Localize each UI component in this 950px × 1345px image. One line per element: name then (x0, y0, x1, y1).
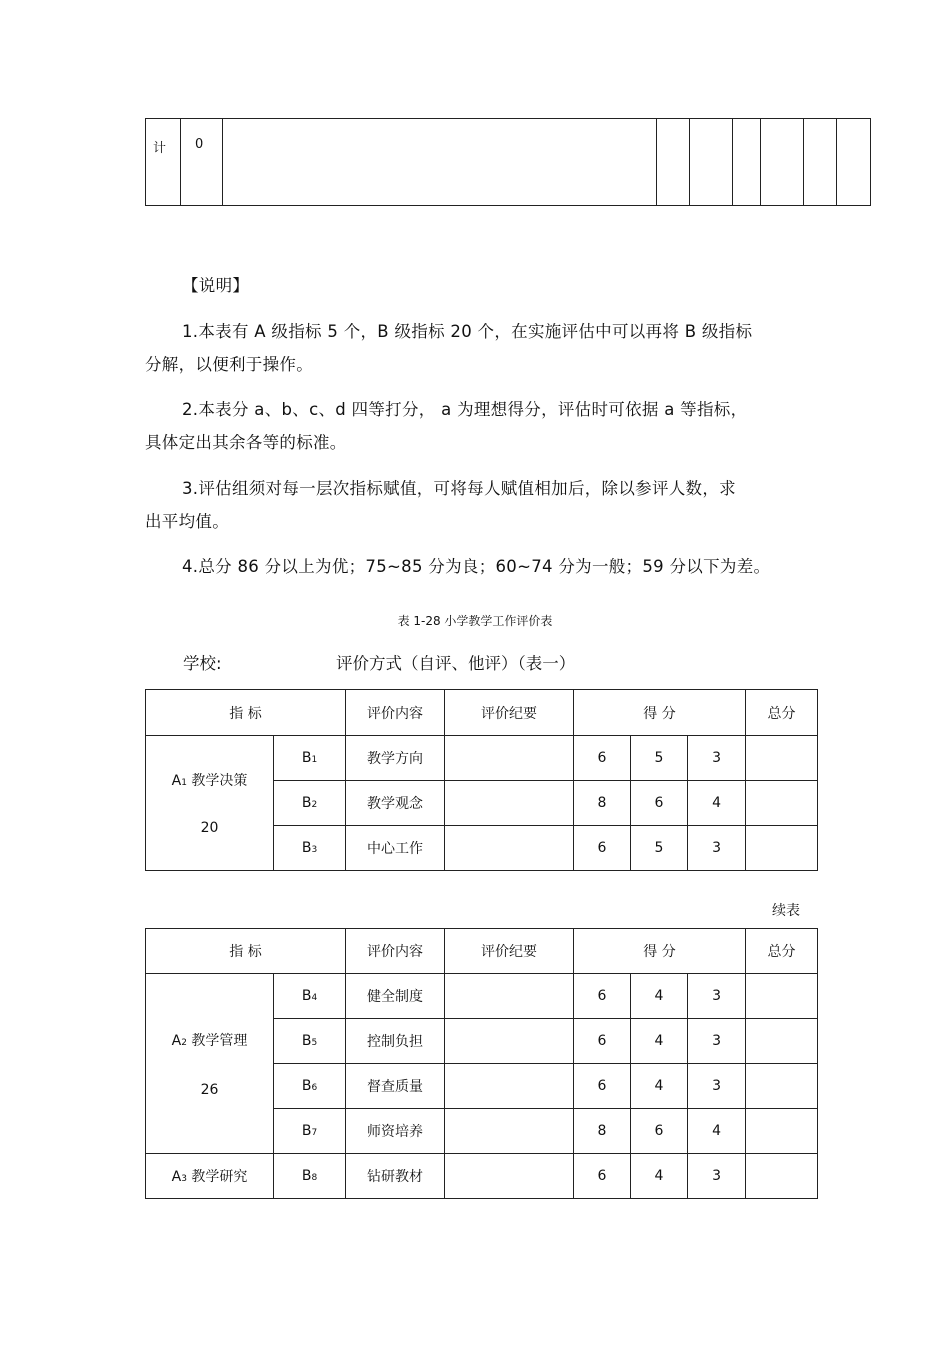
header-summary: 评价纪要 (445, 929, 574, 974)
b-indicator: B2 (274, 781, 346, 826)
header-total: 总分 (746, 690, 818, 736)
score-b: 4 (631, 1019, 688, 1064)
table-caption: 表 1-28 小学教学工作评价表 (397, 614, 553, 628)
score-a: 6 (574, 974, 631, 1019)
score-a: 6 (574, 1064, 631, 1109)
evaluation-table-2 (145, 928, 818, 1199)
evaluation-method-label: 评价方式（自评、他评）（表一） (336, 654, 576, 673)
score-b: 4 (631, 1154, 688, 1199)
total-cell (746, 1109, 818, 1154)
empty-cell (804, 119, 837, 206)
empty-cell (657, 119, 690, 206)
content-cell: 控制负担 (346, 1019, 445, 1064)
header-score: 得 分 (574, 690, 746, 736)
total-value-cell: 0 (181, 119, 223, 206)
b-indicator: B8 (274, 1154, 346, 1199)
total-cell (746, 826, 818, 871)
note-item-2: 2.本表分 a、b、c、d 四等打分， a 为理想得分，评估时可依据 a 等指标， 具体定出其余各等的标准。 (145, 400, 748, 452)
total-cell (746, 781, 818, 826)
header-total: 总分 (746, 929, 818, 974)
score-a: 6 (574, 736, 631, 781)
b-indicator: B1 (274, 736, 346, 781)
score-c: 4 (688, 781, 746, 826)
score-a: 8 (574, 1109, 631, 1154)
score-b: 4 (631, 1064, 688, 1109)
b-indicator: B6 (274, 1064, 346, 1109)
score-c: 3 (688, 826, 746, 871)
total-cell (746, 974, 818, 1019)
score-a: 6 (574, 1154, 631, 1199)
header-row (146, 690, 818, 736)
empty-cell (223, 119, 657, 206)
note-item-4: 4.总分 86 分以上为优；75~85 分为良；60~74 分为一般；59 分以下为差。 (182, 557, 771, 576)
content-cell: 健全制度 (346, 974, 445, 1019)
header-indicator: 指 标 (146, 690, 346, 736)
content-cell: 教学观念 (346, 781, 445, 826)
score-a: 6 (574, 1019, 631, 1064)
score-b: 5 (631, 736, 688, 781)
header-summary: 评价纪要 (445, 690, 574, 736)
total-cell (746, 736, 818, 781)
total-cell (746, 1064, 818, 1109)
empty-cell (733, 119, 761, 206)
continued-label: 续表 (772, 903, 800, 919)
total-cell (746, 1019, 818, 1064)
score-b: 6 (631, 781, 688, 826)
a2-indicator-cell: A2 教学管理 26 (146, 974, 274, 1154)
table-row (146, 736, 818, 781)
b-indicator: B5 (274, 1019, 346, 1064)
evaluation-table-1 (145, 689, 818, 871)
score-b: 4 (631, 974, 688, 1019)
empty-cell (690, 119, 733, 206)
continuation-table-fragment (145, 118, 871, 206)
summary-cell (445, 736, 574, 781)
header-indicator: 指 标 (146, 929, 346, 974)
summary-cell (445, 1019, 574, 1064)
score-c: 3 (688, 1019, 746, 1064)
b-indicator: B3 (274, 826, 346, 871)
content-cell: 师资培养 (346, 1109, 445, 1154)
empty-cell (837, 119, 871, 206)
a1-indicator-cell: A1 教学决策 20 (146, 736, 274, 871)
summary-cell (445, 781, 574, 826)
header-row (146, 929, 818, 974)
header-score: 得 分 (574, 929, 746, 974)
summary-cell (445, 1064, 574, 1109)
summary-cell (445, 1154, 574, 1199)
content-cell: 钻研教材 (346, 1154, 445, 1199)
header-content: 评价内容 (346, 929, 445, 974)
summary-cell (445, 1109, 574, 1154)
score-c: 3 (688, 1154, 746, 1199)
b-indicator: B4 (274, 974, 346, 1019)
total-label-cell: 计 (146, 119, 181, 206)
empty-cell (761, 119, 804, 206)
total-cell (746, 1154, 818, 1199)
note-item-1: 1.本表有 A 级指标 5 个，B 级指标 20 个，在实施评估中可以再将 B 级指标 分解，以便利于操作。 (145, 322, 753, 374)
score-b: 6 (631, 1109, 688, 1154)
content-cell: 教学方向 (346, 736, 445, 781)
score-b: 5 (631, 826, 688, 871)
score-c: 4 (688, 1109, 746, 1154)
school-label: 学校: (183, 654, 222, 673)
b-indicator: B7 (274, 1109, 346, 1154)
table-row (146, 974, 818, 1019)
note-item-3: 3.评估组须对每一层次指标赋值，可将每人赋值相加后，除以参评人数，求 出平均值。 (145, 479, 736, 531)
score-c: 3 (688, 1064, 746, 1109)
score-c: 3 (688, 736, 746, 781)
summary-cell (445, 974, 574, 1019)
score-a: 8 (574, 781, 631, 826)
summary-cell (445, 826, 574, 871)
score-c: 3 (688, 974, 746, 1019)
notes-heading: 【说明】 (182, 276, 250, 295)
a3-indicator-cell: A3 教学研究 (146, 1154, 274, 1199)
content-cell: 督查质量 (346, 1064, 445, 1109)
header-content: 评价内容 (346, 690, 445, 736)
table-row (146, 1154, 818, 1199)
content-cell: 中心工作 (346, 826, 445, 871)
score-a: 6 (574, 826, 631, 871)
